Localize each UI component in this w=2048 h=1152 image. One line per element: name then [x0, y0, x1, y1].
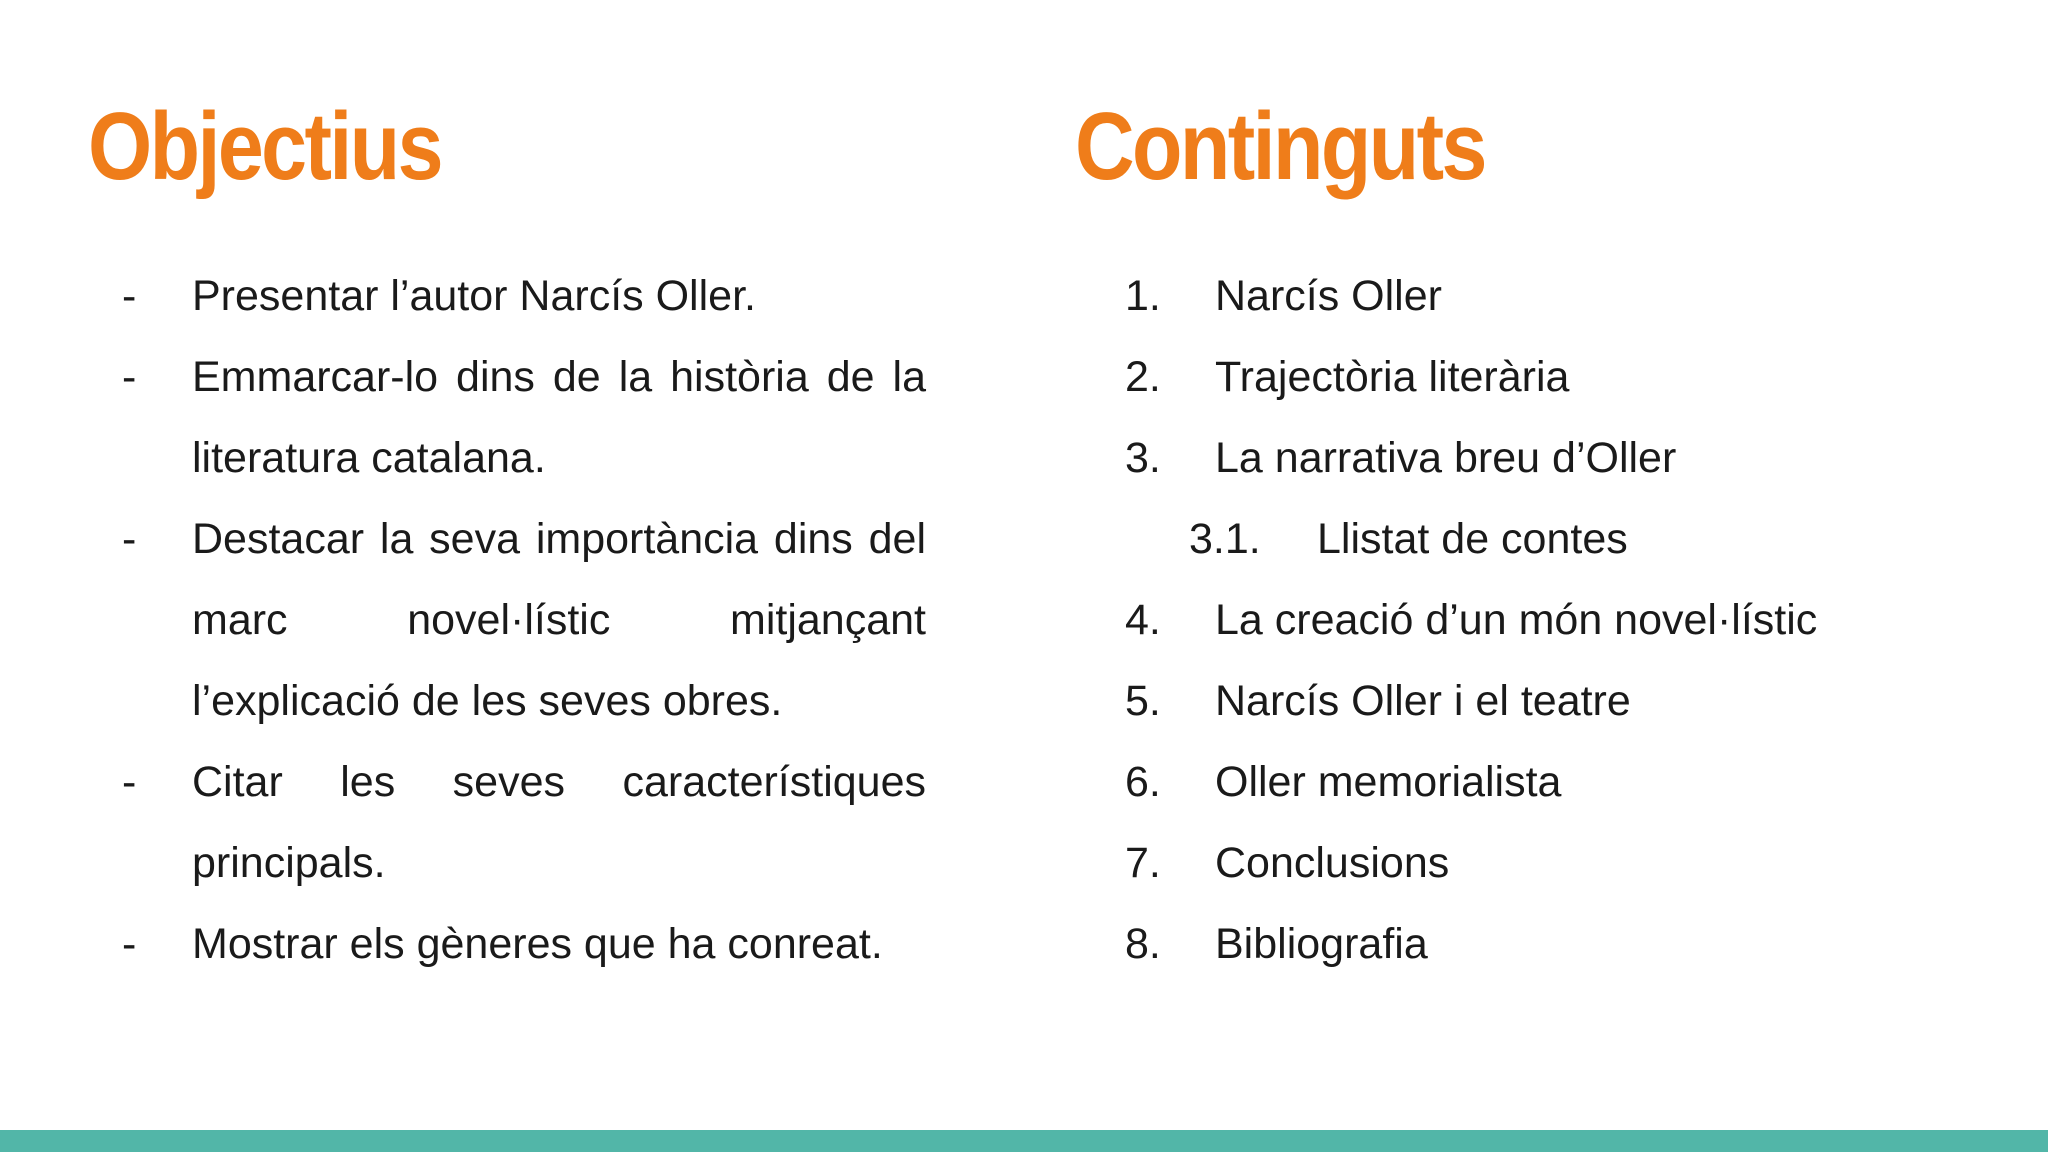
continguts-item-text: Trajectòria literària: [1215, 353, 1570, 401]
continguts-item-text: Narcís Oller i el teatre: [1215, 677, 1631, 725]
continguts-item-text: La narrativa breu d’Oller: [1215, 434, 1677, 482]
objectius-item-text: Destacar la seva importància dins del marc novel·lístic mitjançant l’explicació de les seves obres.: [192, 515, 926, 725]
continguts-item: [1125, 337, 2005, 418]
continguts-subitem: [1125, 499, 2005, 580]
continguts-item-text: Llistat de contes: [1317, 515, 1628, 563]
bullet-dash: -: [122, 353, 137, 401]
continguts-item: [1125, 418, 2005, 499]
item-number: 8.: [1125, 920, 1161, 968]
objectius-item-text: Mostrar els gèneres que ha conreat.: [192, 920, 883, 968]
objectius-item: [122, 499, 926, 742]
objectius-item: [122, 742, 926, 904]
continguts-item: [1125, 256, 2005, 337]
footer-accent-bar: [0, 1130, 2048, 1152]
item-number: 2.: [1125, 353, 1161, 401]
objectius-item-text: Emmarcar-lo dins de la història de la literatura catalana.: [192, 353, 926, 482]
item-number: 5.: [1125, 677, 1161, 725]
item-number: 6.: [1125, 758, 1161, 806]
continguts-item: [1125, 580, 2005, 661]
objectius-list: [122, 256, 926, 985]
objectius-item: [122, 337, 926, 499]
item-number: 3.1.: [1189, 515, 1261, 563]
continguts-item: [1125, 904, 2005, 985]
continguts-item-text: Narcís Oller: [1215, 272, 1442, 320]
bullet-dash: -: [122, 920, 137, 968]
continguts-list: [1125, 256, 2005, 985]
objectius-item-text: Citar les seves característiques principals.: [192, 758, 926, 887]
item-number: 3.: [1125, 434, 1161, 482]
bullet-dash: -: [122, 272, 137, 320]
continguts-item: [1125, 823, 2005, 904]
continguts-title: Continguts: [1075, 93, 1485, 200]
continguts-item: [1125, 661, 2005, 742]
bullet-dash: -: [122, 758, 137, 806]
objectius-item: [122, 904, 926, 985]
item-number: 1.: [1125, 272, 1161, 320]
objectius-title: Objectius: [88, 93, 441, 200]
item-number: 4.: [1125, 596, 1161, 644]
continguts-item-text: La creació d’un món novel·lístic: [1215, 596, 1818, 644]
continguts-item: [1125, 742, 2005, 823]
bullet-dash: -: [122, 515, 137, 563]
objectius-item: [122, 256, 926, 337]
continguts-item-text: Bibliografia: [1215, 920, 1428, 968]
continguts-item-text: Conclusions: [1215, 839, 1450, 887]
item-number: 7.: [1125, 839, 1161, 887]
continguts-item-text: Oller memorialista: [1215, 758, 1562, 806]
objectius-item-text: Presentar l’autor Narcís Oller.: [192, 272, 756, 320]
